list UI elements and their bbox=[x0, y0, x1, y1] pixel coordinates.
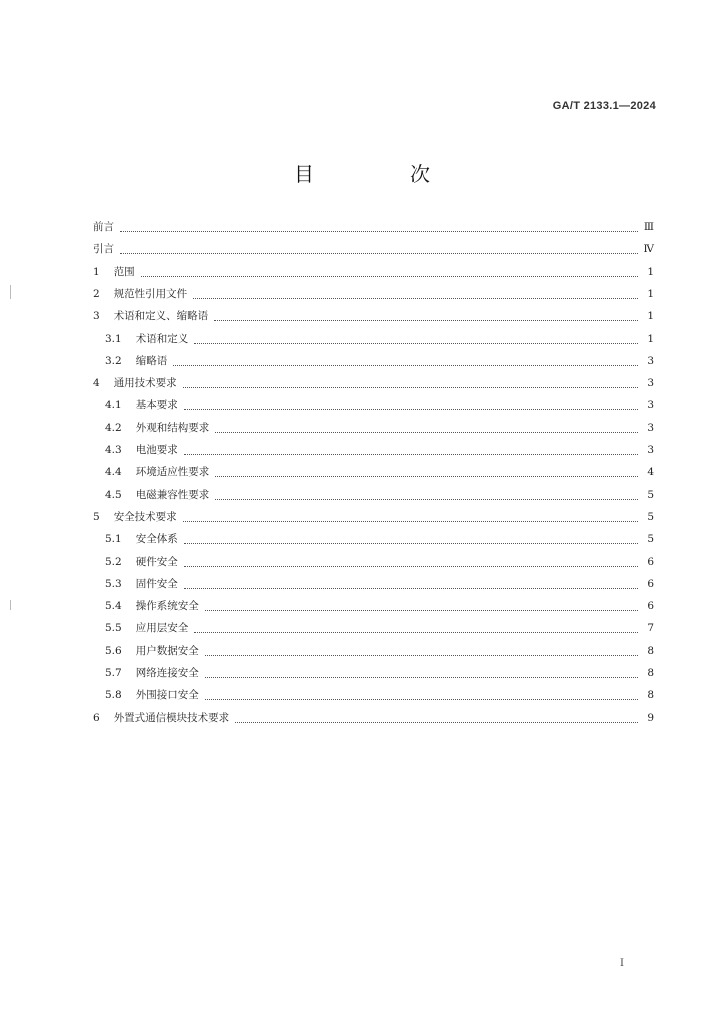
scan-mark bbox=[10, 285, 11, 299]
toc-entry-number: 5.3 bbox=[105, 577, 122, 590]
dot-leader bbox=[215, 476, 638, 477]
page-title: 目 次 bbox=[294, 162, 468, 186]
dot-leader bbox=[215, 432, 638, 433]
dot-leader bbox=[193, 298, 638, 299]
toc-entry-page: 3 bbox=[647, 354, 654, 367]
dot-leader bbox=[205, 677, 638, 678]
toc-entry[interactable] bbox=[105, 464, 654, 480]
toc-entry-number: 3.1 bbox=[105, 332, 122, 345]
dot-leader bbox=[214, 320, 638, 321]
toc-entry-label: 外围接口安全 bbox=[135, 689, 199, 702]
dot-leader bbox=[141, 276, 638, 277]
toc-entry[interactable] bbox=[105, 487, 654, 503]
toc-entry[interactable] bbox=[93, 286, 654, 302]
toc-entry-page: 5 bbox=[647, 533, 654, 546]
toc-entry-page: 3 bbox=[647, 399, 654, 412]
toc-entry-number: 5.7 bbox=[105, 667, 122, 679]
dot-leader bbox=[194, 343, 638, 344]
toc-entry[interactable] bbox=[105, 331, 654, 347]
toc-entry-page: 6 bbox=[647, 577, 654, 590]
toc-entry-label: 安全技术要求 bbox=[113, 510, 177, 523]
dot-leader bbox=[184, 409, 638, 410]
toc-entry-label: 外置式通信模块技术要求 bbox=[113, 711, 230, 724]
standard-code: GA/T 2133.1—2024 bbox=[552, 100, 656, 112]
toc-entry-page: 1 bbox=[647, 310, 654, 323]
toc-entry-number: 4.1 bbox=[105, 399, 122, 412]
toc-entry-page: 5 bbox=[647, 488, 654, 501]
toc-entry-number: 3 bbox=[93, 310, 100, 323]
toc-entry-label: 应用层安全 bbox=[135, 622, 189, 635]
toc-entry-label: 基本要求 bbox=[135, 399, 178, 412]
toc-entry-number: 4 bbox=[93, 377, 100, 390]
toc-entry-label: 安全体系 bbox=[135, 533, 178, 546]
dot-leader bbox=[194, 632, 638, 633]
toc-entry[interactable] bbox=[105, 353, 654, 369]
toc-entry-number: 4.2 bbox=[105, 421, 122, 434]
toc-entry-page: 3 bbox=[647, 444, 654, 456]
toc-entry[interactable] bbox=[105, 442, 654, 458]
toc-entry[interactable] bbox=[93, 241, 654, 257]
toc-entry[interactable] bbox=[105, 687, 654, 703]
toc-entry-label: 操作系统安全 bbox=[135, 600, 199, 613]
dot-leader bbox=[205, 655, 638, 656]
toc-entry-label: 环境适应性要求 bbox=[135, 466, 210, 479]
toc-entry-number: 6 bbox=[93, 711, 100, 724]
toc-entry-label: 外观和结构要求 bbox=[135, 421, 210, 434]
dot-leader bbox=[183, 387, 638, 388]
dot-leader bbox=[215, 499, 638, 500]
dot-leader bbox=[235, 722, 638, 723]
toc-entry[interactable] bbox=[105, 620, 654, 636]
toc-entry-page: 5 bbox=[647, 510, 654, 523]
toc-entry-number: 5.1 bbox=[105, 533, 122, 546]
toc-entry[interactable] bbox=[105, 397, 654, 413]
toc-entry-label: 通用技术要求 bbox=[113, 377, 177, 390]
toc-entry[interactable] bbox=[93, 710, 654, 726]
toc-entry-page: 1 bbox=[647, 332, 654, 345]
toc-entry-label: 固件安全 bbox=[135, 577, 178, 590]
toc-entry[interactable] bbox=[93, 509, 654, 525]
toc-entry-page: 8 bbox=[647, 644, 654, 657]
toc-entry[interactable] bbox=[93, 219, 654, 235]
toc-entry-page: 6 bbox=[647, 600, 654, 613]
dot-leader bbox=[173, 365, 638, 366]
toc-entry-label: 范围 bbox=[113, 265, 135, 278]
toc-entry[interactable] bbox=[93, 264, 654, 280]
dot-leader bbox=[205, 699, 638, 700]
toc-entry-page: 6 bbox=[647, 555, 654, 568]
toc-entry-number: 4.4 bbox=[105, 466, 122, 479]
toc-entry[interactable] bbox=[105, 554, 654, 570]
toc-entry[interactable] bbox=[105, 598, 654, 614]
toc-entry-page: 9 bbox=[647, 711, 654, 724]
toc-entry-number: 2 bbox=[93, 287, 100, 300]
dot-leader bbox=[184, 566, 638, 567]
toc-entry-number: 5.2 bbox=[105, 555, 122, 568]
toc-entry-number: 5.4 bbox=[105, 600, 122, 613]
toc-entry-page: Ⅳ bbox=[643, 243, 654, 256]
toc-entry[interactable] bbox=[105, 420, 654, 436]
toc-entry-label: 引言 bbox=[93, 243, 114, 256]
toc-entry-number: 3.2 bbox=[105, 354, 122, 367]
toc-entry-page: Ⅲ bbox=[643, 221, 654, 233]
toc-entry-page: 3 bbox=[647, 377, 654, 390]
toc-entry-page: 1 bbox=[647, 287, 654, 300]
toc-entry-page: 3 bbox=[647, 421, 654, 434]
toc-entry[interactable] bbox=[105, 643, 654, 659]
toc-entry-number: 4.5 bbox=[105, 488, 122, 501]
toc-entry-label: 用户数据安全 bbox=[135, 644, 199, 657]
toc-entry-page: 4 bbox=[647, 466, 654, 479]
toc-entry-number: 1 bbox=[93, 265, 100, 278]
dot-leader bbox=[184, 454, 638, 455]
toc-entry-page: 7 bbox=[647, 622, 654, 635]
toc-entry[interactable] bbox=[93, 375, 654, 391]
toc-entry-number: 5.8 bbox=[105, 689, 122, 702]
dot-leader bbox=[120, 253, 638, 254]
toc-entry-number: 4.3 bbox=[105, 444, 122, 456]
toc-entry[interactable] bbox=[105, 665, 654, 681]
toc-entry-label: 术语和定义 bbox=[135, 332, 189, 345]
toc-entry-label: 网络连接安全 bbox=[135, 667, 199, 679]
toc-entry-label: 规范性引用文件 bbox=[113, 287, 188, 300]
dot-leader bbox=[184, 588, 638, 589]
toc-entry-page: 1 bbox=[647, 265, 654, 278]
toc-entry[interactable] bbox=[93, 308, 654, 324]
dot-leader bbox=[205, 610, 638, 611]
toc-entry[interactable] bbox=[105, 531, 654, 547]
toc-entry[interactable] bbox=[105, 576, 654, 592]
toc-entry-page: 8 bbox=[647, 667, 654, 679]
toc-entry-page: 8 bbox=[647, 689, 654, 702]
dot-leader bbox=[184, 543, 638, 544]
dot-leader bbox=[183, 521, 638, 522]
toc-entry-label: 术语和定义、缩略语 bbox=[113, 310, 209, 323]
toc-entry-label: 缩略语 bbox=[135, 354, 168, 367]
toc-entry-label: 电池要求 bbox=[135, 444, 178, 456]
toc-entry-label: 硬件安全 bbox=[135, 555, 178, 568]
dot-leader bbox=[120, 231, 638, 232]
toc-entry-label: 电磁兼容性要求 bbox=[135, 488, 210, 501]
scan-mark bbox=[10, 600, 11, 610]
page-number: I bbox=[620, 958, 624, 969]
toc-entry-number: 5 bbox=[93, 510, 100, 523]
toc-entry-label: 前言 bbox=[93, 221, 114, 233]
toc-entry-number: 5.6 bbox=[105, 644, 122, 657]
toc-entry-number: 5.5 bbox=[105, 622, 122, 635]
